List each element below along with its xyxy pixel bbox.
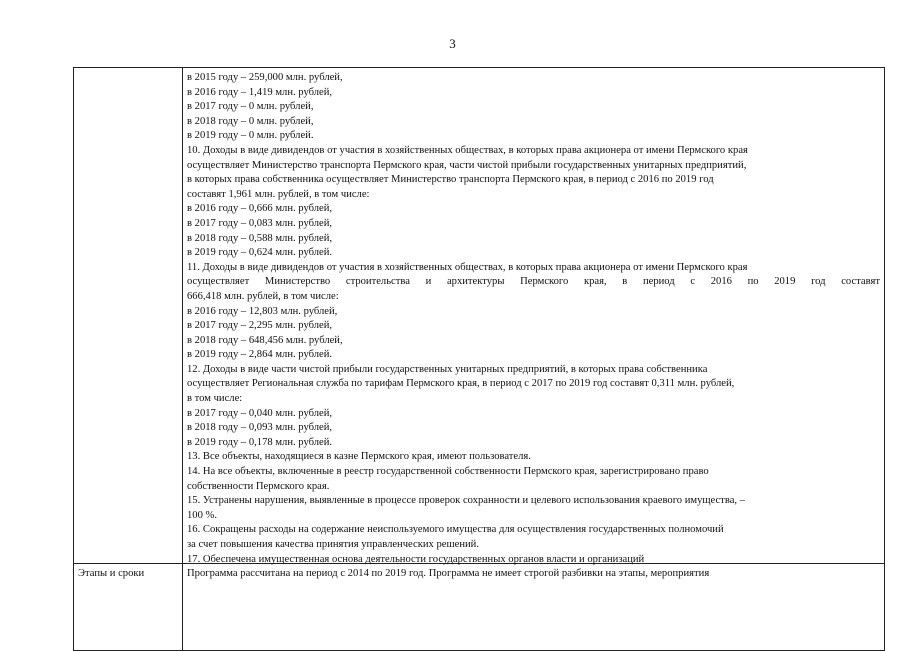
text-line: 12. Доходы в виде части чистой прибыли государственных унитарных предприятий, в которых права собственника bbox=[187, 363, 708, 375]
page-number: 3 bbox=[449, 36, 456, 51]
text-line: в 2018 году – 0 млн. рублей, bbox=[187, 115, 314, 127]
text-line: в 2019 году – 2,864 млн. рублей. bbox=[187, 349, 333, 361]
text-line: в том числе: bbox=[187, 393, 243, 405]
text-line: 16. Сокращены расходы на содержание неиспользуемого имущества для осуществления государственных полномочий bbox=[187, 524, 724, 536]
text-line: за счет повышения качества принятия управленческих решений. bbox=[187, 539, 479, 550]
stages-text: Программа рассчитана на период с 2014 по 2019 год. Программа не имеет строгой разбивки на этапы, мероприятия bbox=[187, 568, 710, 579]
text-line: в 2017 году – 0,040 млн. рублей, bbox=[187, 407, 333, 419]
text-line: 17. Обеспечена имущественная основа деятельности государственных органов власти и организаций bbox=[187, 553, 645, 565]
program-table bbox=[73, 67, 885, 651]
text-line: в 2015 году – 259,000 млн. рублей, bbox=[187, 72, 343, 83]
text-line: в 2016 году – 1,419 млн. рублей, bbox=[187, 86, 333, 98]
text-line: в 2019 году – 0,178 млн. рублей. bbox=[187, 436, 333, 448]
text-line: в 2018 году – 0,588 млн. рублей, bbox=[187, 232, 333, 244]
text-line: 100 %. bbox=[187, 509, 218, 521]
text-line: осуществляет Региональная служба по тарифам Пермского края, в период с 2017 по 2019 год составят 0,311 млн. рублей, bbox=[187, 378, 735, 390]
text-line: в 2018 году – 0,093 млн. рублей, bbox=[187, 422, 333, 434]
results-cell bbox=[187, 71, 880, 567]
text-line: в 2016 году – 0,666 млн. рублей, bbox=[187, 203, 333, 215]
text-line: в 2017 году – 0 млн. рублей, bbox=[187, 101, 314, 113]
text-line: 13. Все объекты, находящиеся в казне Пермского края, имеют пользователя. bbox=[187, 451, 531, 463]
stages-label: Этапы и сроки bbox=[78, 568, 145, 579]
text-line: осуществляет Министерство транспорта Пермского края, части чистой прибыли государственных унитарных предприятий, bbox=[187, 159, 747, 171]
text-line: 14. На все объекты, включенные в реестр государственной собственности Пермского края, зарегистрировано право bbox=[187, 466, 709, 478]
text-line: в 2019 году – 0,624 млн. рублей. bbox=[187, 247, 333, 259]
text-line: осуществляет Министерство строительства и архитектуры Пермского края, в период с 2016 по 2019 год составят bbox=[187, 276, 880, 288]
text-line: 666,418 млн. рублей, в том числе: bbox=[187, 290, 339, 302]
text-line: в 2016 году – 12,803 млн. рублей, bbox=[187, 305, 338, 317]
text-line: составят 1,961 млн. рублей, в том числе: bbox=[187, 188, 370, 200]
text-line: в 2017 году – 2,295 млн. рублей, bbox=[187, 320, 333, 332]
text-line: в которых права собственника осуществляет Министерство транспорта Пермского края, в период с 2016 по 2019 год bbox=[187, 174, 714, 186]
text-line: 15. Устранены нарушения, выявленные в процессе проверок сохранности и целевого использования краевого имущества, – bbox=[187, 495, 746, 507]
text-line: 10. Доходы в виде дивидендов от участия в хозяйственных обществах, в которых права акционера от имени Пермского края bbox=[187, 144, 748, 156]
text-line: 11. Доходы в виде дивидендов от участия в хозяйственных обществах, в которых права акционера от имени Пермского края bbox=[187, 261, 748, 273]
text-line: в 2018 году – 648,456 млн. рублей, bbox=[187, 334, 343, 346]
text-line: в 2019 году – 0 млн. рублей. bbox=[187, 130, 314, 142]
text-line: собственности Пермского края. bbox=[187, 480, 330, 492]
text-line: в 2017 году – 0,083 млн. рублей, bbox=[187, 217, 333, 229]
